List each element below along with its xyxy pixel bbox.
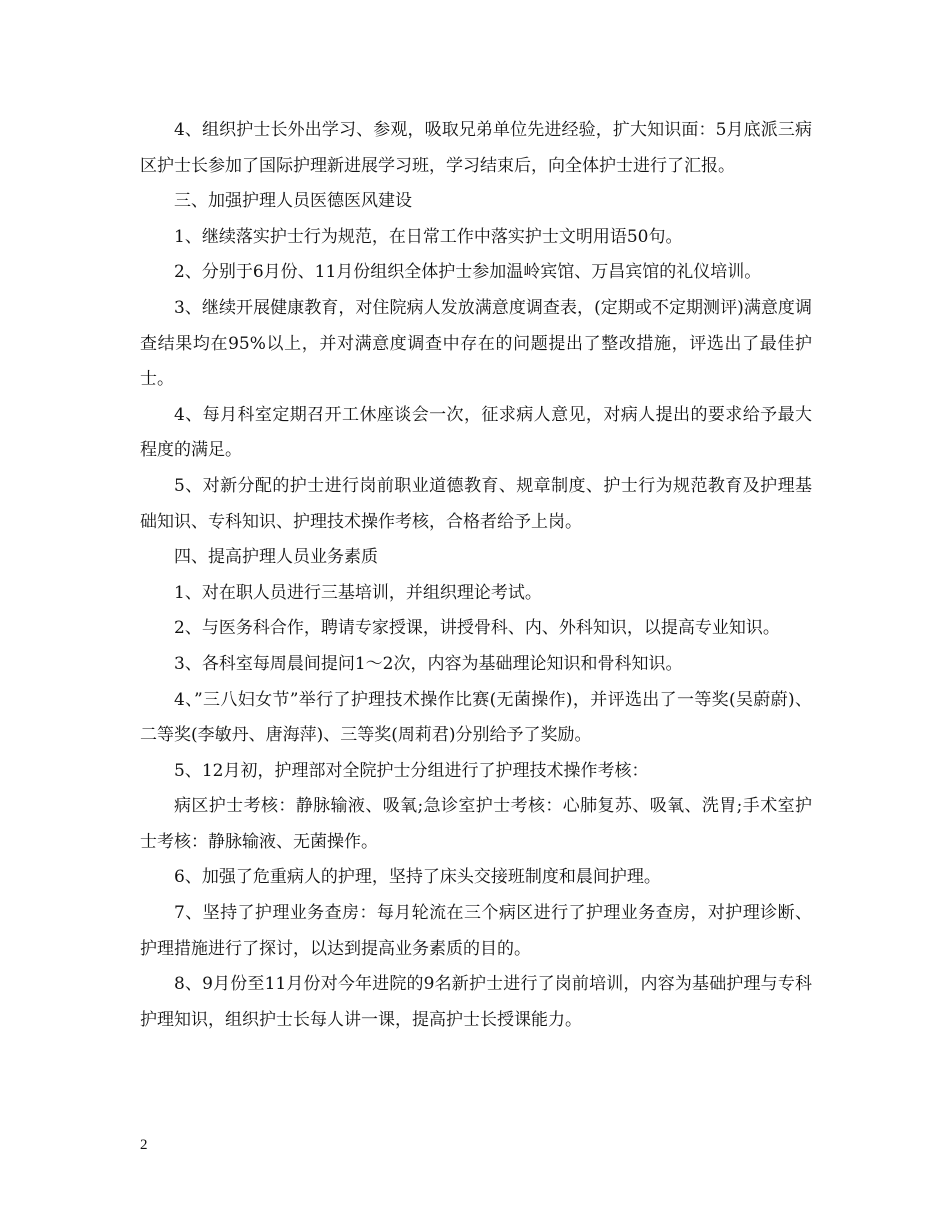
paragraph: 2、分别于6月份、11月份组织全体护士参加温岭宾馆、万昌宾馆的礼仪培训。: [174, 262, 762, 283]
paragraph: 3、继续开展健康教育，对住院病人发放满意度调查表，(定期或不定期测评)满意度调查结果均在95%以上，并对满意度调查中存在的问题提出了整改措施，评选出了最佳护士。: [140, 297, 812, 390]
paragraph: 4、组织护士长外出学习、参观，吸取兄弟单位先进经验，扩大知识面：5月底派三病区护士长参加了国际护理新进展学习班，学习结束后，向全体护士进行了汇报。: [140, 120, 812, 176]
paragraph: 7、坚持了护理业务查房：每月轮流在三个病区进行了护理业务查房，对护理诊断、护理措施进行了探讨，以达到提高业务素质的目的。: [140, 903, 812, 959]
paragraph: 病区护士考核：静脉输液、吸氧;急诊室护士考核：心肺复苏、吸氧、洗胃;手术室护士考核：静脉输液、无菌操作。: [140, 796, 812, 852]
page-number: 2: [140, 1137, 148, 1153]
paragraph: 4、每月科室定期召开工休座谈会一次，征求病人意见，对病人提出的要求给予最大程度的满足。: [140, 404, 812, 461]
paragraph: 8、9月份至11月份对今年进院的9名新护士进行了岗前培训，内容为基础护理与专科护理知识，组织护士长每人讲一课，提高护士长授课能力。: [140, 974, 812, 1030]
paragraph: 2、与医务科合作，聘请专家授课，讲授骨科、内、外科知识，以提高专业知识。: [174, 618, 780, 639]
paragraph: 5、12月初，护理部对全院护士分组进行了护理技术操作考核：: [174, 760, 649, 781]
paragraph: 6、加强了危重病人的护理，坚持了床头交接班制度和晨间护理。: [174, 867, 661, 888]
section-heading: 四、提高护理人员业务素质: [174, 547, 378, 568]
paragraph: 4、”三八妇女节”举行了护理技术操作比赛(无菌操作)，并评选出了一等奖(吴蔚蔚)、二等奖(李敏丹、唐海萍)、三等奖(周莉君)分别给予了奖励。: [140, 689, 812, 746]
paragraph: 1、继续落实护士行为规范，在日常工作中落实护士文明用语50句。: [174, 226, 683, 247]
section-heading: 三、加强护理人员医德医风建设: [174, 191, 412, 212]
paragraph: 3、各科室每周晨间提问1～2次，内容为基础理论知识和骨科知识。: [174, 653, 683, 674]
document-body: [140, 113, 812, 1038]
paragraph: 5、对新分配的护士进行岗前职业道德教育、规章制度、护士行为规范教育及护理基础知识、专科知识、护理技术操作考核，合格者给予上岗。: [140, 475, 812, 532]
paragraph: 1、对在职人员进行三基培训，并组织理论考试。: [174, 582, 542, 603]
